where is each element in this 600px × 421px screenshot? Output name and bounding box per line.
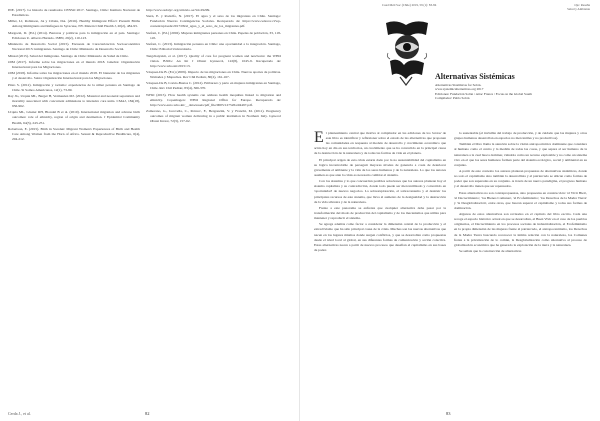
body-paragraph: lo sustentable (el invisible del trabajo de producción, y de cuidado que las mujeres y otros grupos humanos desarrollan en espacios no mercantiles y no productivos). — [454, 131, 587, 141]
page-number-left: 82 — [145, 411, 150, 416]
reference-entry: Stefoni, C. (Ed.) (2002). Mujeres inmigrantes peruanas en Chile. Papeles de población, 33, 118-145. — [146, 30, 281, 40]
body-column-2 — [454, 131, 587, 255]
body-paragraph: Estas alternativas no son contrapropuestas, sino propuestas en construcción: 'el Vivir Bien', 'el Decrecimiento', 'los Bienes Comunes', 'el Ecofeminismo', 'los Derechos de la Madre Tierra' y 'la Desglobalización', entre otras, que buscan superar el capitalismo y todas sus formas de dominación. — [454, 190, 587, 210]
body-paragraph: Algunos de estos alternativas son revisados en el capítulo del libro escrito. Cada una recoge el espacio histórico actual en que se desarrollan, el Buen Vivir en el caso de los pueblos originarios, el Decrecimiento en los procesos sociales de industrialización, el Ecofeminismo en la propia dimensión de las mujeres frente al patriarcado, el antropocentrismo, los Derechos de la Madre Tierra buscando reconocer la íntima relación con la naturaleza, los Comunes frente a la privatización de lo común, la Desglobalización como alternativa al proceso de globalización económica que ha generado la explotación de la tierra y la naturaleza. — [454, 212, 587, 247]
reference-entry: Minsal (2015). Salud del Inmigrante. Santiago de Chile: Ministerio de Salud de Chile. — [8, 53, 129, 58]
biblio-line: Compilador: Pablo Solón — [435, 95, 470, 100]
body-paragraph: Se agrega además como factor a considerar la dimensión central de la producción y el extractivismo que ha sido principal causa de la crisis. Muchas son las nuevas alternativas que nacen en los lugares mismos donde surgen conflictos, y que se desarrollan como propuestas desde el nivel local al global, en sus diferentes formas de comunicación y acción colectiva. Estas alternativas nacen a partir de nuevos procesos que desafían el capitalismo en sus bases de poder. — [314, 222, 446, 252]
reference-entry: INE. (2017). La historia de resultados CENSO 2017. Santiago, Chile: Instituto Nacional de Estadísticas. — [8, 8, 140, 18]
reference-entry: Margozzi, D. (Ed.) (2014). Barreras y políticas para la inmigración en el país. Santiago: Ediciones U. Alberto Hurtado. ISBN, 29(2), 110-123. — [8, 30, 140, 40]
body-paragraph: El principal origen de esta crisis estaría dado por la no sustentabilidad del capitalismo en su lógica incontrolable de perseguir mayores niveles de ganancia a costa de deteriorar gravemente el ambiente y la vida de los seres humanos y de la naturaleza. Lo que los autores asumen es que ante la crisis es necesario cambiar el sistema. — [314, 157, 446, 177]
reference-entry: http://www.redalyc.org/articulo.oa?id=29299. — [146, 8, 211, 12]
references-column-1 — [8, 8, 140, 143]
body-paragraph: A partir de este contexto los autores plantean propuestas de alternativas sistémicas, donde no solo el capitalismo sino también la desarrollista y el patriarcado se ubican como formas de poder que son superadas en su conjunto. A través de un nuevo paradigma, el progreso humano y el desarrollo tienen que ser repensados. — [454, 169, 587, 189]
review-title: Alternativas Sistémicas — [435, 72, 515, 81]
reference-entry: OIM (2018). Informe sobre las migraciones en el mundo 2018. El bienestar de los migrantes y el desarrollo. Suiza: Organización Internacional para las Migraciones. — [8, 71, 140, 81]
reference-entry: Tangchaiyakit, et al. (2017). Quality of care for pregnant women and newborns: the WHO vision. BJOG: An Int J Obstet Gynaecol, 122(8), 1045-9. Recuperado de: http://www.who.int/2015/13. — [146, 53, 281, 68]
body-paragraph: Con los sistemas y lo que concuerdan posibles soluciones que los autores plantean hoy el sistema capitalista y su contradicción, donde todo puede ser mercantilizado y convertido en 'oportunidad' de nuevos negocios. La sobreexplotación, el sobreconsumo y el destruir los principales recursos de este sistema, que lleva al aumento de la desigualdad y la destrucción de la vida silvestre y de la naturaleza. — [314, 179, 446, 204]
reference-entry: OIM (2017). Informe sobre las migraciones en el mundo 2018. Ginebra: Organización Internacional para las Migraciones. — [8, 59, 140, 69]
book-cover-illustration — [382, 17, 432, 87]
page-number-right: 83 — [446, 411, 451, 416]
drop-cap: E — [314, 129, 324, 146]
reference-entry: Stern, E. y Rodolfo, N. (2017). El agua y el sexo de los migrantes en Chile. Santiago: Fundación Nuevas Contingencias Sociales. Recuperado de: https://www.cedecor.cl/wp-content/uploads/2017/08/el_agua_y_el_sexo_de_los_migrantes.pdf. — [146, 14, 281, 29]
book-bibliographic-info — [435, 83, 532, 100]
reference-entry: Stefoni, C. (2013). Inmigración peruana en Chile: una oportunidad a la integración. Santiago, Chile: Editorial Universitaria. — [146, 42, 281, 52]
reference-entry: Ray JG, Urquia ML, Berger H, Vermeulen MJ. (2012). Maternal and neonatal separation and mortality associated with concurrent admissions to intensive care units. CMAJ, 184(18), 956-962. — [8, 93, 140, 109]
reference-entry: Pinto S. (2012). Inmigración y racismo: experiencias de la niñez peruana en Santiago de Chile. Sí Somos Americanos, 12(1), 73-99. — [8, 82, 140, 92]
reference-entry: Vásquez-De B, Cortés-Bustos C. (2012). Embarazo y parto en mujeres inmigrantes en Santiago, Chile. Rev Chil Pediatr, 83(4), 366-370. — [146, 81, 281, 91]
page-gutter — [299, 0, 300, 421]
biblio-line: Ediciones: Fundación Solón / Attac France / Focus on the Global South — [435, 91, 532, 96]
section-header: Ojo: Reseña Salud y Ambiente — [567, 3, 590, 11]
biblio-line: Alternativas Sistémicas for Solón. — [435, 83, 482, 87]
right-page — [304, 0, 600, 421]
body-column-1 — [314, 131, 446, 254]
reference-entry: Urquia ML, Glazier RH, Blondel B et al. (2010). International migration and adverse birth outcomes: role of ethnicity, region of origin and destination. J Epidemiol Community Health, 64(3), 243-251. — [8, 110, 140, 125]
body-paragraph: Se señala que la construcción de alternativas — [459, 249, 522, 253]
reference-entry: Miller, LJ, Robinson, JA y Cibula, DA. (2016). Healthy Immigrant Effect: Preterm Births Among Immigrants and Refugees in Syracuse, NY. Matern Child Health J, 20(2), 484-93. — [8, 19, 140, 29]
left-page — [0, 0, 296, 421]
reference-entry: WHO (2015). How health systems can address health inequities linked to migration and ethnicity. Copenhagen: WHO Regional Office for Europe. Recuperado de: http://www.euro.who.int/__data/assets/pdf_file/0005/127526/e94497.pdf. — [146, 92, 281, 107]
journal-header: Cuad Méd Soc (Chile) 2019, 59 (1): 83-84 — [382, 3, 437, 7]
reference-entry: Zamorano, G., Iacovella, C., Petrucc, F., Bergonzini, V. y Franchi, M. (2011). Pregnancy outcomes of migrant women delivering in a public institution in Northern Italy. Gynecol Obstet Invest, 72(3), 157-62. — [146, 109, 281, 124]
biblio-line: www.systemicalternatives.org 2017 — [435, 87, 484, 92]
body-paragraph: El planteamiento central que motiva al compilador en las ediciones de los 'textos' de este libro es identificar y reflexionar sobre el estado de las alternativas que proponen las comunidades en respuesta al modelo de desarrollo y crecimiento económico que actúa hoy en día en sus territorios, un crecimiento que se ha convertido en la principal causa de la destrucción de la naturaleza y de todas las formas de vida en el planeta. — [314, 129, 446, 156]
footer-author: Cerda J., et al. — [8, 411, 31, 416]
reference-entry: Vásquez-De B. (Ed.) (2009). Impacto de las migraciones en Chile. Nuevos aportes de políticas. Nómades y Mapuches. Rev Chil Pediatr, 80(2), 161-167. — [146, 69, 281, 80]
references-column-2 — [146, 8, 281, 126]
body-paragraph: Frente a este panorama se enfrenta que cualquier alternativa debe pasar por la transformación del modo de producción del capitalismo y de los mecanismos que utiliza para mantener y reproducir el sistema. — [314, 205, 446, 221]
reference-entry: Robertson, E. (2015). Birth in Sweden: Migrant Women's Experiences of Birth and Health Care Among Women from the Horn of Africa. Sexual & Reproductive Healthcare, 6(4), 204-212. — [8, 126, 140, 142]
body-paragraph: También el libro llama la atención sobre la visión antropocéntrica dominante que considera al humano como el centro y la medida de todas las cosas, y que separa al ser humano de la naturaleza a la cual busca dominar, viéndola como un recurso explotable y no como un sistema vivo en el que los seres humanos forman parte del sistema ecológico, social y ambiental en su conjunto. — [454, 142, 588, 167]
reference-entry: Ministerio de Desarrollo Social (2015). Encuesta de Caracterización Socioeconómica Nacional 2015: inmigrantes. Santiago de Chile: Ministerio de Desarrollo Social. — [8, 42, 140, 52]
